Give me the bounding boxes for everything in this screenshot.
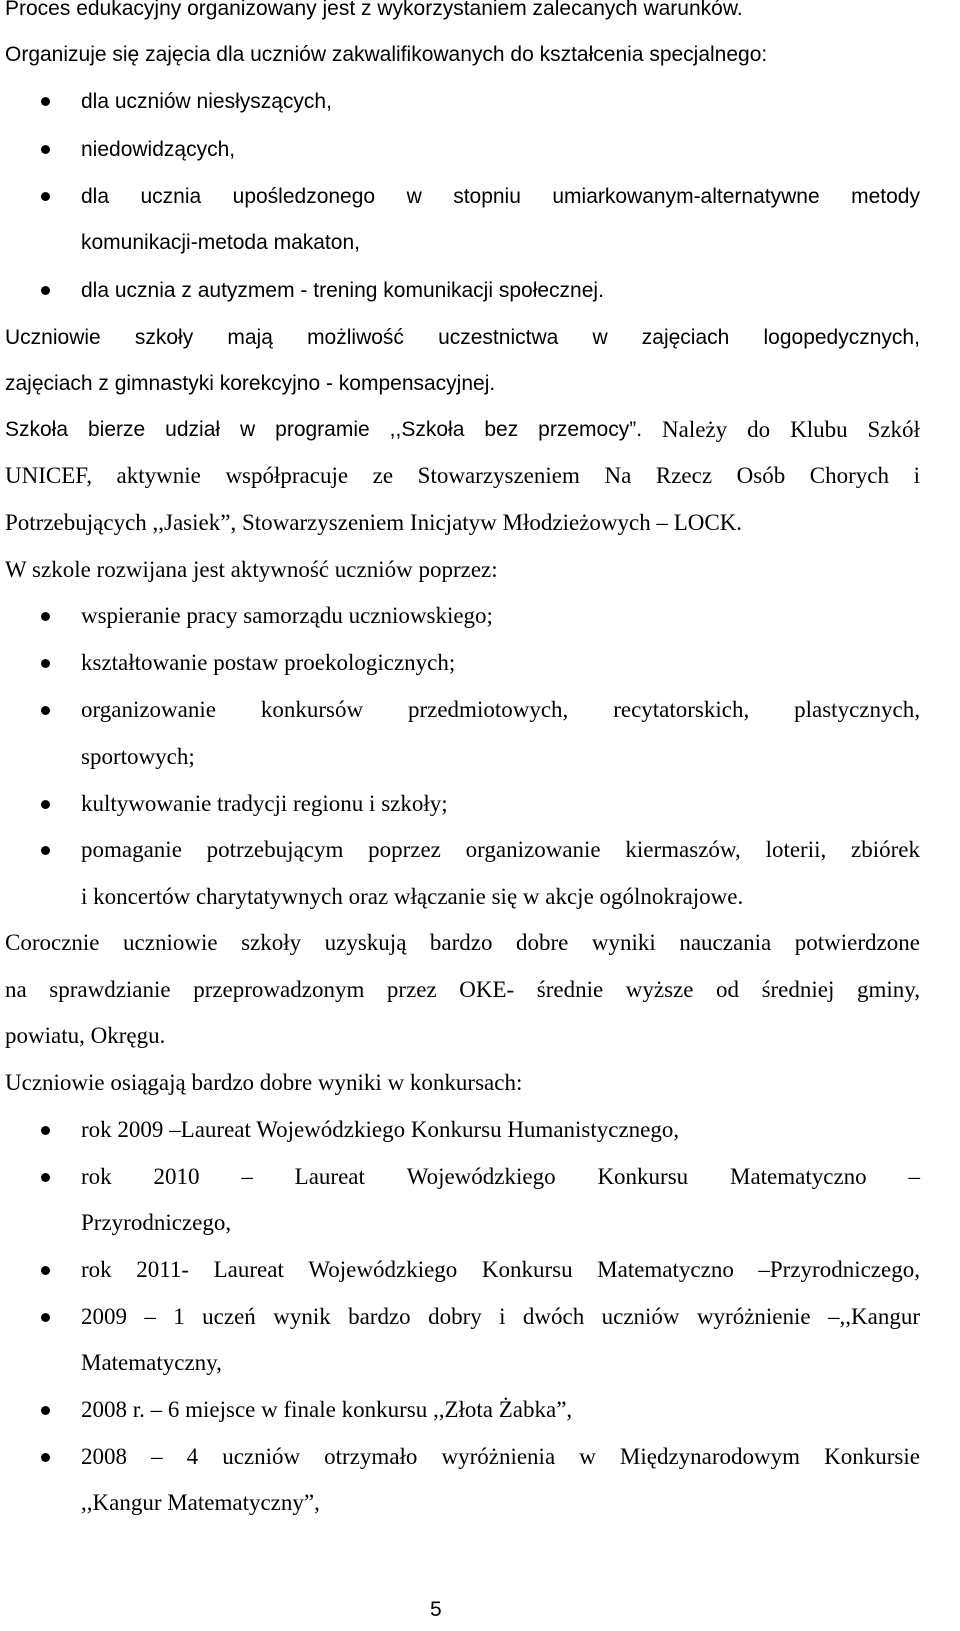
list-item-justified — [81, 182, 920, 212]
word: OKE- — [459, 977, 515, 1002]
word: 2010 — [153, 1164, 200, 1189]
word: gminy, — [856, 977, 920, 1002]
word: bierze — [88, 418, 146, 441]
list-item-continuation: Przyrodniczego, — [81, 1210, 232, 1235]
list-item-justified — [81, 835, 920, 865]
word: w — [406, 185, 422, 208]
word: uczestnictwa — [438, 326, 559, 349]
word: – — [151, 1444, 163, 1469]
word: –Przyrodniczego, — [758, 1257, 920, 1282]
word: bardzo — [348, 1304, 411, 1329]
word: UNICEF, — [5, 463, 92, 488]
paragraph-line: W szkole rozwijana jest aktywność uczniów poprzez: — [5, 557, 498, 582]
word: logopedycznych, — [763, 326, 920, 349]
word: recytatorskich, — [613, 697, 750, 722]
word: Osób — [736, 463, 786, 488]
word: przemocy”. — [538, 418, 643, 441]
word: Uczniowie — [5, 326, 101, 349]
word: ,,Szkoła — [389, 418, 465, 441]
word: metody — [851, 185, 920, 208]
word: średnie — [536, 977, 604, 1002]
list-item-continuation: sportowych; — [81, 744, 195, 769]
word: zbiórek — [851, 837, 920, 862]
word: Laureat — [294, 1164, 365, 1189]
bullet-icon — [41, 286, 50, 295]
bullet-icon — [41, 1406, 50, 1415]
list-item-justified — [81, 695, 920, 725]
bullet-icon — [41, 97, 50, 106]
word: konkursów — [260, 697, 364, 722]
word: umiarkowanym-alternatywne — [552, 185, 820, 208]
word: w — [240, 418, 256, 441]
word: bardzo — [429, 930, 493, 955]
list-item-continuation: komunikacji-metoda makaton, — [81, 231, 360, 254]
word: na — [5, 977, 27, 1002]
word: dobry — [428, 1304, 482, 1329]
list-item-continuation: Matematyczny, — [81, 1350, 222, 1375]
word: rok — [81, 1257, 112, 1282]
bullet-icon — [41, 1453, 50, 1462]
word: wynik — [273, 1304, 331, 1329]
word: potwierdzone — [794, 930, 920, 955]
word: Szkoła — [5, 418, 69, 441]
word: Międzynarodowym — [619, 1444, 801, 1469]
paragraph-line: zajęciach z gimnastyki korekcyjno - kompensacyjnej. — [5, 372, 496, 395]
word: nauczania — [679, 930, 772, 955]
word: poprzez — [368, 837, 441, 862]
list-item: kształtowanie postaw proekologicznych; — [81, 650, 456, 675]
word: Szkół — [867, 417, 920, 442]
word: uczniów — [601, 1304, 680, 1329]
word: stopniu — [453, 185, 521, 208]
list-item: niedowidzących, — [81, 138, 236, 161]
word: Należy — [662, 417, 728, 442]
word: udział — [165, 418, 221, 441]
paragraph-line: Potrzebujących ,,Jasiek”, Stowarzyszeniem Inicjatyw Młodzieżowych – LOCK. — [5, 510, 743, 535]
word: Wojewódzkiego — [308, 1257, 458, 1282]
bullet-icon — [41, 706, 50, 715]
word: uczniów — [222, 1444, 301, 1469]
bullet-icon — [41, 1266, 50, 1275]
word: sprawdzianie — [49, 977, 171, 1002]
word: kiermaszów, — [625, 837, 741, 862]
word: współpracuje — [225, 463, 349, 488]
word: wyróżnienie — [696, 1304, 811, 1329]
list-item: wspieranie pracy samorządu uczniowskiego; — [81, 603, 493, 628]
word: uczniowie — [123, 930, 218, 955]
bullet-icon — [41, 1173, 50, 1182]
word: – — [908, 1164, 920, 1189]
word: szkoły — [134, 326, 194, 349]
paragraph-line: Proces edukacyjny organizowany jest z wykorzystaniem zalecanych warunków. — [5, 0, 743, 20]
word: do — [747, 417, 771, 442]
list-item-continuation: ,,Kangur Matematyczny”, — [81, 1490, 320, 1515]
paragraph-line: Uczniowie osiągają bardzo dobre wyniki w konkursach: — [5, 1070, 523, 1095]
list-item-continuation: i koncertów charytatywnych oraz włączanie się w akcje ogólnokrajowe. — [81, 884, 744, 909]
word: loterii, — [765, 837, 827, 862]
word: Na — [604, 463, 632, 488]
word: zajęciach — [641, 326, 730, 349]
word: wyróżnienia — [441, 1444, 556, 1469]
word: Matematyczno — [730, 1164, 867, 1189]
word: Stowarzyszeniem — [417, 463, 580, 488]
word: organizowanie — [465, 837, 601, 862]
word: wyniki — [591, 930, 656, 955]
list-item-justified — [81, 1442, 920, 1472]
list-item: dla ucznia z autyzmem - trening komunikacji społecznej. — [81, 279, 604, 302]
word: uczeń — [202, 1304, 256, 1329]
word: upośledzonego — [232, 185, 376, 208]
word: od — [716, 977, 739, 1002]
list-item-justified — [81, 1255, 920, 1285]
word: i — [499, 1304, 506, 1329]
word: Konkursu — [481, 1257, 573, 1282]
list-item: rok 2009 –Laureat Wojewódzkiego Konkursu Humanistycznego, — [81, 1117, 680, 1142]
word: – — [241, 1164, 253, 1189]
paragraph-line-justified — [5, 323, 920, 353]
word: możliwość — [307, 326, 404, 349]
word: 2008 — [81, 1444, 127, 1469]
word: 2011- — [136, 1257, 190, 1282]
word: Corocznie — [5, 930, 100, 955]
list-item-justified — [81, 1302, 920, 1332]
word: przez — [386, 977, 437, 1002]
paragraph-line-justified — [5, 975, 920, 1005]
paragraph-line: Organizuje się zajęcia dla uczniów zakwalifikowanych do kształcenia specjalnego: — [5, 43, 768, 66]
bullet-icon — [41, 192, 50, 201]
word: Rzecz — [655, 463, 713, 488]
word: Klubu — [790, 417, 848, 442]
word: ucznia — [140, 185, 202, 208]
list-item: kultywowanie tradycji regionu i szkoły; — [81, 791, 448, 816]
word: rok — [81, 1164, 112, 1189]
list-item: 2008 r. – 6 miejsce w finale konkursu ,,Złota Żabka”, — [81, 1397, 573, 1422]
word: 1 — [173, 1304, 185, 1329]
word: bez — [484, 418, 519, 441]
paragraph-line-justified — [5, 461, 920, 491]
paragraph-line-justified — [5, 415, 920, 445]
word: w — [579, 1444, 596, 1469]
page-number: 5 — [430, 1598, 442, 1621]
word: Laureat — [213, 1257, 284, 1282]
paragraph-line: powiatu, Okręgu. — [5, 1023, 166, 1048]
bullet-icon — [41, 800, 50, 809]
paragraph-line-justified — [5, 928, 920, 958]
bullet-icon — [41, 846, 50, 855]
word: 2009 — [81, 1304, 127, 1329]
word: wyższe — [625, 977, 694, 1002]
word: dobre — [516, 930, 569, 955]
bullet-icon — [41, 1313, 50, 1322]
bullet-icon — [41, 1126, 50, 1135]
word: – — [144, 1304, 156, 1329]
word: ze — [372, 463, 394, 488]
list-item: dla uczniów niesłyszących, — [81, 90, 332, 113]
word: organizowanie — [81, 697, 216, 722]
word: dla — [81, 185, 110, 208]
word: –,,Kangur — [828, 1304, 920, 1329]
word: Konkursu — [597, 1164, 689, 1189]
word: plastycznych, — [794, 697, 920, 722]
word: średniej — [761, 977, 835, 1002]
word: przeprowadzonym — [193, 977, 365, 1002]
word: Chorych — [809, 463, 889, 488]
word: mają — [227, 326, 273, 349]
word: programie — [275, 418, 370, 441]
word: i — [913, 463, 920, 488]
word: Wojewódzkiego — [406, 1164, 556, 1189]
word: otrzymało — [324, 1444, 418, 1469]
bullet-icon — [41, 612, 50, 621]
word: uzyskują — [324, 930, 407, 955]
word: w — [592, 326, 608, 349]
bullet-icon — [41, 659, 50, 668]
list-item-justified — [81, 1162, 920, 1192]
word: potrzebującym — [206, 837, 344, 862]
word: Matematyczno — [597, 1257, 734, 1282]
word: szkoły — [241, 930, 302, 955]
word: 4 — [186, 1444, 199, 1469]
bullet-icon — [41, 145, 50, 154]
word: przedmiotowych, — [407, 697, 569, 722]
word: Konkursie — [824, 1444, 920, 1469]
word: pomaganie — [81, 837, 182, 862]
word: dwóch — [522, 1304, 585, 1329]
word: aktywnie — [116, 463, 201, 488]
